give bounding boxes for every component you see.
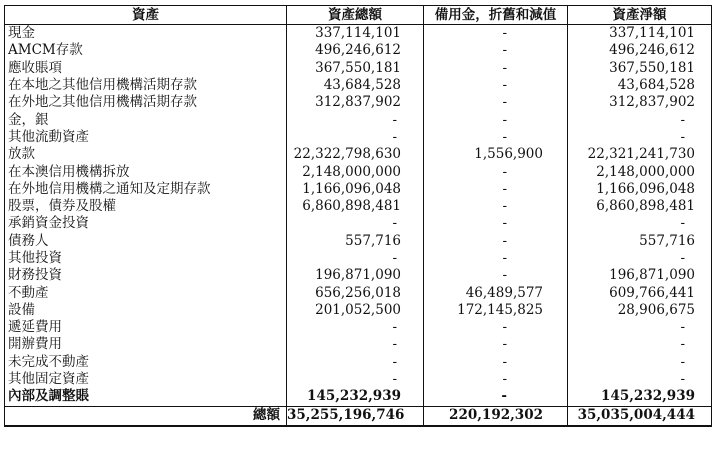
row-net: 337,114,101 (568, 25, 712, 43)
table-row (5, 319, 712, 336)
row-net: 367,550,181 (568, 60, 712, 77)
row-provision: - (424, 94, 568, 111)
row-net: 6,860,898,481 (568, 198, 712, 215)
row-gross: - (287, 319, 424, 336)
row-gross: 196,871,090 (287, 267, 424, 284)
row-provision: - (424, 77, 568, 94)
row-gross: - (287, 354, 424, 371)
table-row (5, 94, 712, 111)
row-gross: 496,246,612 (287, 42, 424, 59)
row-gross: 312,837,902 (287, 94, 424, 111)
header-row (5, 6, 712, 25)
row-net: - (568, 129, 712, 146)
row-net: - (568, 371, 712, 388)
row-provision: - (424, 233, 568, 250)
row-gross: - (287, 215, 424, 232)
row-label: 金，銀 (5, 111, 287, 128)
table-row (5, 181, 712, 198)
table-row (5, 233, 712, 250)
row-provision: 172,145,825 (424, 302, 568, 319)
row-net: - (568, 319, 712, 336)
row-net: 609,766,441 (568, 284, 712, 301)
row-label: 在外地信用機構之通知及定期存款 (5, 181, 287, 198)
table-row (5, 25, 712, 43)
row-net: - (568, 111, 712, 128)
row-label: 遞延費用 (5, 319, 287, 336)
total-net: 35,035,004,444 (568, 406, 712, 426)
row-label: 未完成不動產 (5, 354, 287, 371)
table-row (5, 111, 712, 128)
row-gross: 2,148,000,000 (287, 163, 424, 180)
row-gross: 337,114,101 (287, 25, 424, 43)
table-row (5, 388, 712, 406)
row-provision: - (424, 60, 568, 77)
table-row (5, 163, 712, 180)
row-label: 在本地之其他信用機構活期存款 (5, 77, 287, 94)
row-gross: 557,716 (287, 233, 424, 250)
row-label: 內部及調整賬 (5, 388, 287, 406)
total-gross: 35,255,196,746 (287, 406, 424, 426)
row-provision: 46,489,577 (424, 284, 568, 301)
row-net: 28,906,675 (568, 302, 712, 319)
row-net: 196,871,090 (568, 267, 712, 284)
row-label: 債務人 (5, 233, 287, 250)
row-provision: - (424, 319, 568, 336)
table-row (5, 215, 712, 232)
row-net: 557,716 (568, 233, 712, 250)
row-gross: 201,052,500 (287, 302, 424, 319)
row-net: - (568, 336, 712, 353)
row-label: 開辦費用 (5, 336, 287, 353)
row-gross: 145,232,939 (287, 388, 424, 406)
row-provision: - (424, 388, 568, 406)
row-provision: - (424, 181, 568, 198)
row-net: 22,321,241,730 (568, 146, 712, 163)
row-gross: 656,256,018 (287, 284, 424, 301)
row-provision: - (424, 163, 568, 180)
row-net: 145,232,939 (568, 388, 712, 406)
row-label: 其他流動資產 (5, 129, 287, 146)
row-gross: - (287, 129, 424, 146)
row-provision: - (424, 111, 568, 128)
row-net: - (568, 250, 712, 267)
table-row (5, 129, 712, 146)
total-label: 總額 (5, 406, 287, 426)
table-row (5, 354, 712, 371)
row-label: 在外地之其他信用機構活期存款 (5, 94, 287, 111)
row-label: 在本澳信用機構拆放 (5, 163, 287, 180)
row-gross: - (287, 111, 424, 128)
header-net: 資產淨額 (568, 6, 712, 25)
table-row (5, 146, 712, 163)
row-provision: - (424, 42, 568, 59)
row-net: - (568, 354, 712, 371)
row-provision: - (424, 25, 568, 43)
table-row (5, 42, 712, 59)
header-gross: 資產總額 (287, 6, 424, 25)
row-provision: - (424, 336, 568, 353)
table-row (5, 336, 712, 353)
row-gross: 43,684,528 (287, 77, 424, 94)
assets-table (4, 5, 712, 427)
table-row (5, 60, 712, 77)
row-gross: - (287, 250, 424, 267)
row-label: 放款 (5, 146, 287, 163)
row-provision: - (424, 215, 568, 232)
row-label: 其他固定資產 (5, 371, 287, 388)
table-row (5, 267, 712, 284)
row-net: 496,246,612 (568, 42, 712, 59)
row-provision: - (424, 371, 568, 388)
row-gross: - (287, 336, 424, 353)
table-row (5, 250, 712, 267)
header-asset: 資產 (5, 6, 287, 25)
row-label: AMCM存款 (5, 42, 287, 59)
row-label: 承銷資金投資 (5, 215, 287, 232)
row-label: 財務投資 (5, 267, 287, 284)
row-label: 現金 (5, 25, 287, 43)
row-gross: 367,550,181 (287, 60, 424, 77)
row-label: 不動產 (5, 284, 287, 301)
row-gross: 1,166,096,048 (287, 181, 424, 198)
table-row (5, 371, 712, 388)
table-row (5, 302, 712, 319)
row-net: 43,684,528 (568, 77, 712, 94)
row-net: - (568, 215, 712, 232)
row-provision: - (424, 198, 568, 215)
row-provision: - (424, 354, 568, 371)
row-gross: 22,322,798,630 (287, 146, 424, 163)
row-provision: - (424, 129, 568, 146)
row-label: 股票，債券及股權 (5, 198, 287, 215)
row-net: 1,166,096,048 (568, 181, 712, 198)
row-net: 312,837,902 (568, 94, 712, 111)
row-gross: - (287, 371, 424, 388)
row-label: 其他投資 (5, 250, 287, 267)
table-row (5, 284, 712, 301)
header-provision: 備用金，折舊和減值 (424, 6, 568, 25)
row-provision: - (424, 250, 568, 267)
row-net: 2,148,000,000 (568, 163, 712, 180)
row-label: 應收賬項 (5, 60, 287, 77)
table-row (5, 198, 712, 215)
row-gross: 6,860,898,481 (287, 198, 424, 215)
table-row (5, 77, 712, 94)
row-provision: 1,556,900 (424, 146, 568, 163)
row-provision: - (424, 267, 568, 284)
row-label: 設備 (5, 302, 287, 319)
total-row (5, 406, 712, 426)
total-provision: 220,192,302 (424, 406, 568, 426)
